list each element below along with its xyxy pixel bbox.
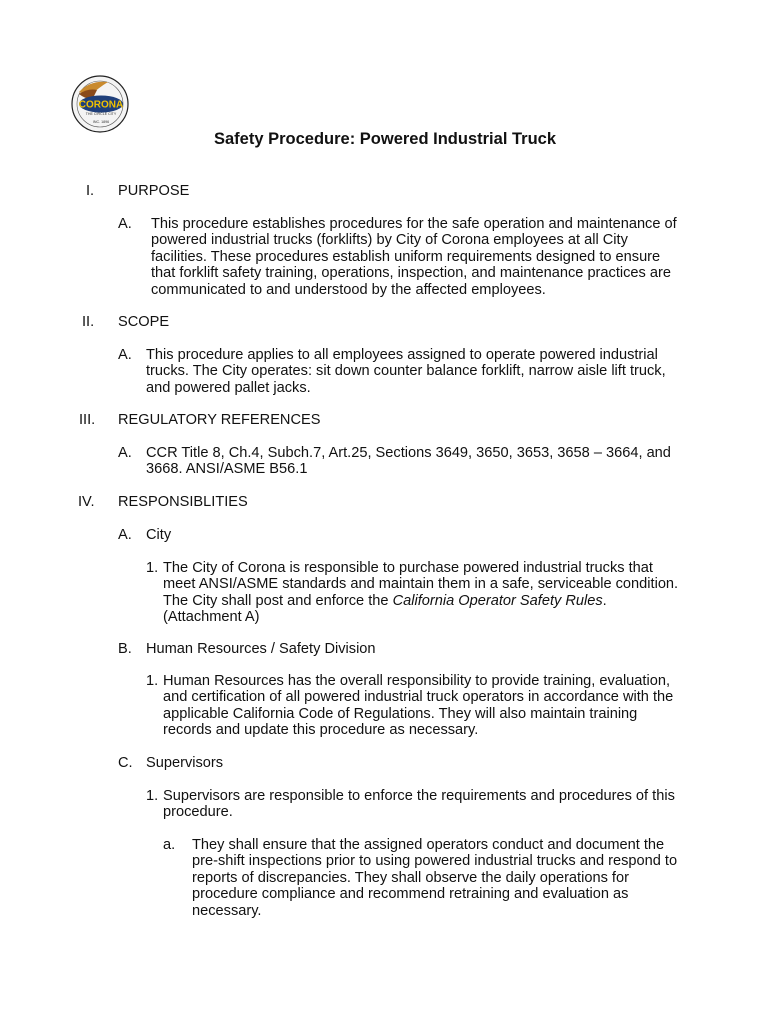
section-number: III.: [79, 412, 96, 428]
paragraph: This procedure applies to all employees assigned to operate powered industrial trucks. The City operates: sit down counter balance forklift, narrow aisle lift truck, and powered pallet jacks.: [146, 347, 666, 396]
svg-text:INC. 1896: INC. 1896: [92, 120, 110, 124]
section-heading: REGULATORY REFERENCES: [118, 412, 321, 428]
subsection-heading: Human Resources / Safety Division: [146, 641, 376, 657]
paragraph: CCR Title 8, Ch.4, Subch.7, Art.25, Sections 3649, 3650, 3653, 3658 – 3664, and 3668. ANSI/ASME B56.1: [146, 445, 671, 478]
item-number: 1.: [146, 673, 159, 689]
item-label: A.: [118, 216, 132, 232]
section-number: II.: [82, 314, 95, 330]
section-heading: SCOPE: [118, 314, 170, 330]
svg-text:CORONA: CORONA: [78, 99, 124, 111]
item-label: B.: [118, 641, 132, 657]
section-heading: RESPONSIBLITIES: [118, 494, 248, 510]
item-number: 1.: [146, 560, 159, 576]
item-label: A.: [118, 347, 132, 363]
item-label: A.: [118, 527, 132, 543]
svg-text:THE CIRCLE CITY: THE CIRCLE CITY: [85, 112, 117, 116]
paragraph: The City of Corona is responsible to purchase powered industrial trucks that meet ANSI/ASME standards and maintain them in a safe, serviceable condition. The City shall post and enforce the California Operator Safety Rules. (Attachment A): [163, 560, 679, 626]
section-heading: PURPOSE: [118, 183, 190, 199]
italic-reference: California Operator Safety Rules: [392, 592, 603, 609]
subsection-heading: Supervisors: [146, 755, 224, 771]
paragraph: Supervisors are responsible to enforce the requirements and procedures of this procedure.: [163, 788, 675, 821]
item-label: C.: [118, 755, 133, 771]
paragraph: They shall ensure that the assigned operators conduct and document the pre-shift inspections prior to using powered industrial trucks and respond to reports of discrepancies. They shall observe the daily operations for procedure compliance and recommend retraining and evaluation as necessary.: [192, 837, 678, 919]
sub-item-label: a.: [163, 837, 176, 853]
item-number: 1.: [146, 788, 159, 804]
page-title: Safety Procedure: Powered Industrial Truck: [213, 130, 557, 148]
paragraph: Human Resources has the overall responsibility to provide training, evaluation, and certification of all powered industrial truck operators in accordance with the applicable California Code of Regulations. They will also maintain training records and update this procedure as necessary.: [163, 673, 674, 739]
section-number: IV.: [78, 494, 95, 510]
subsection-heading: City: [146, 527, 172, 543]
section-number: I.: [86, 183, 95, 199]
paragraph: This procedure establishes procedures for the safe operation and maintenance of powered industrial trucks (forklifts) by City of Corona employees at all City facilities. These procedures establish uniform requirements designed to ensure that forklift safety training, operations, inspection, and maintenance practices are communicated to and understood by the affected employees.: [151, 216, 677, 298]
city-seal-logo: [70, 74, 130, 134]
item-label: A.: [118, 445, 132, 461]
